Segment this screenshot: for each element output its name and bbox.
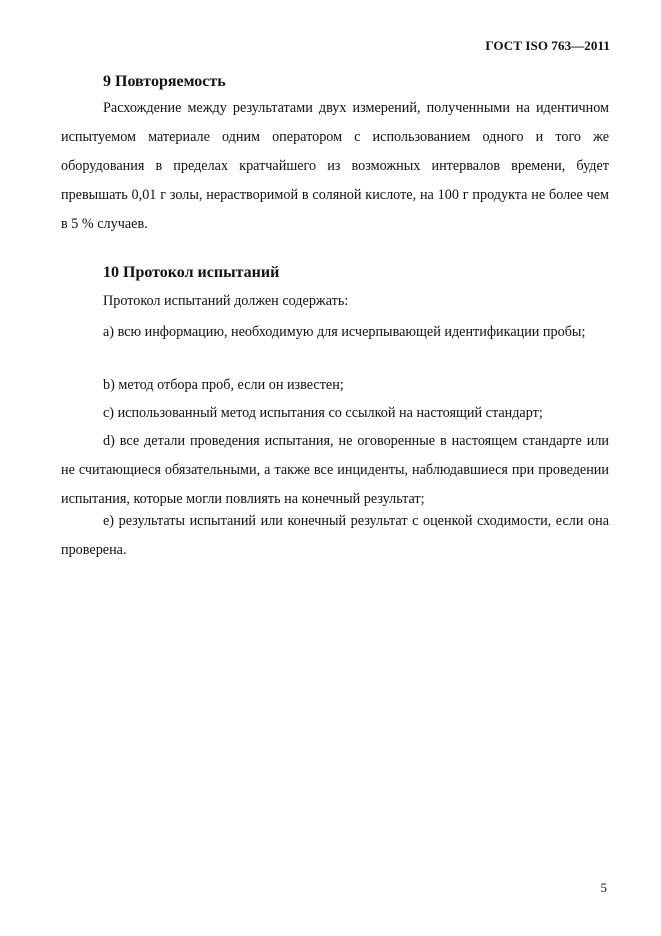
page-number: 5 <box>600 880 607 895</box>
list-item-e: е) результаты испытаний или конечный результат с оценкой сходимости, если она проверена. <box>61 513 609 558</box>
list-item-a: а) всю информацию, необходимую для исчерпывающей идентификации пробы; <box>103 324 586 340</box>
list-item-d: d) все детали проведения испытания, не оговоренные в настоящем стандарте или не считающиеся обязательными, а также все инциденты, наблюдавшиеся при проведении испытания, которые могли повлиять на конечный результат; <box>61 433 609 507</box>
document-code-header: ГОСТ ISO 763—2011 <box>485 38 610 53</box>
section-9-paragraph: Расхождение между результатами двух измерений, полученными на идентичном испытуемом материале одним оператором с использованием одного и того же оборудования в пределах кратчайшего из возможных интервалов времени, будет превышать 0,01 г золы, нерастворимой в соляной кислоте, на 100 г продукта не более чем в 5 % случаев. <box>61 100 609 232</box>
section-9-title: 9 Повторяемость <box>103 73 226 90</box>
list-item-b: b) метод отбора проб, если он известен; <box>103 377 344 393</box>
section-10-title: 10 Протокол испытаний <box>103 264 280 281</box>
list-item-c: с) использованный метод испытания со ссылкой на настоящий стандарт; <box>103 405 543 421</box>
section-10-intro: Протокол испытаний должен содержать: <box>103 293 349 309</box>
